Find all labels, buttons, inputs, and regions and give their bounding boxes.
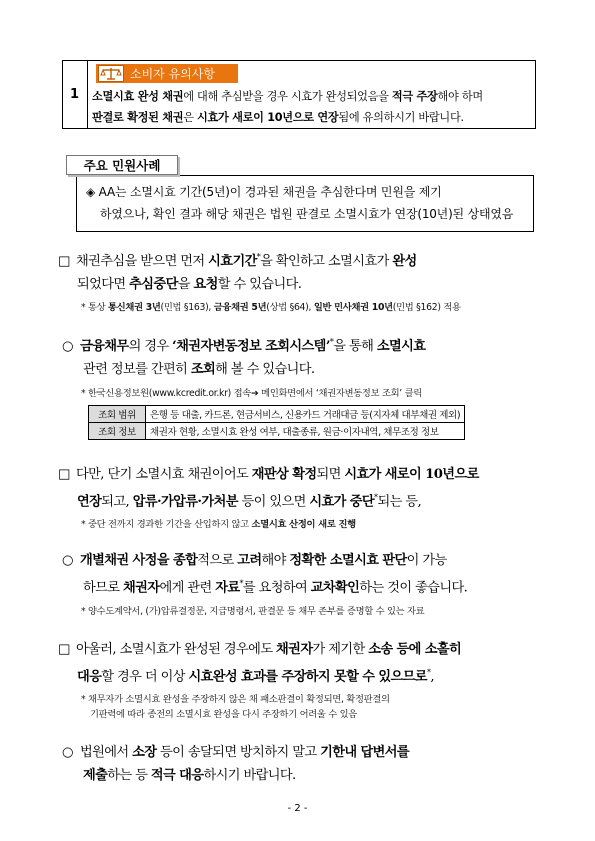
- paragraph-4-note: * 양수도계약서, (가)압류결정문, 지급명령서, 판결문 등 채무 존부를 증명할 수 있는 자료: [81, 606, 425, 617]
- text-run: 다만, 단기 소멸시효 채권이어도: [76, 467, 252, 482]
- text-run: ,: [430, 669, 434, 685]
- paragraph-5-note: [81, 692, 390, 722]
- page-number: - 2 -: [287, 803, 308, 814]
- text-run: 시효가 중단: [309, 494, 375, 510]
- text-run: 가 제기한: [312, 642, 369, 657]
- text-run: 시효가 새로이 10년으로 연장: [197, 111, 339, 124]
- table-value: 채권자 현황, 소멸시효 완성 여부, 대출종류, 원금·이자내역, 채무조정 정보: [146, 423, 465, 440]
- text-run: 추심중단: [129, 277, 178, 293]
- text-run: 에게 관련: [159, 580, 216, 596]
- text-run: *: [256, 253, 261, 262]
- notice-badge: [96, 64, 238, 83]
- text-run: 에 대해 추심받을 경우 시효가 완성되었음을: [183, 90, 392, 103]
- text-run: 개별채권 사정을 종합: [80, 553, 198, 568]
- text-run: 하므로: [83, 580, 124, 596]
- section-number: 1: [62, 60, 88, 129]
- text-run: 적극 대응: [150, 768, 204, 783]
- text-run: * 통상: [81, 302, 109, 313]
- paragraph-3-line-2: [58, 486, 538, 513]
- text-run: 됨에 유의하시기 바랍니다.: [338, 111, 464, 124]
- paragraph-2-line-2: [62, 358, 542, 381]
- text-run: (민법 §163),: [160, 302, 214, 313]
- text-run: *: [329, 338, 334, 347]
- table-key: 조회 정보: [89, 423, 146, 440]
- text-run: 시효기간: [208, 254, 257, 270]
- table-key: 조회 범위: [89, 406, 146, 423]
- square-bullet-icon: □: [58, 467, 70, 482]
- text-run: 금융채무: [80, 339, 129, 355]
- circle-bullet-icon: ○: [62, 553, 73, 568]
- case-text: [86, 181, 530, 225]
- circle-bullet-icon: ○: [62, 339, 73, 355]
- table-value: 은행 등 대출, 카드론, 현금서비스, 신용카드 거래대금 등(지자체 대부채권 제외): [146, 406, 465, 423]
- paragraph-2-note: * 한국신용정보원(www.kcredit.or.kr) 접속➔ 메인화면에서 ‘채권자변동정보 조회’ 클릭: [81, 388, 422, 399]
- text-run: ‘채권자변동정보 조회시스템’: [172, 339, 330, 355]
- text-run: 의 경우: [128, 339, 173, 355]
- text-run: 완성: [392, 254, 417, 270]
- text-run: 을: [177, 277, 194, 293]
- text-run: *: [239, 579, 243, 588]
- case-line-2: 하였으나, 확인 결과 해당 채권은 법원 판결로 소멸시효가 연장(10년)된 상태였음: [100, 207, 514, 221]
- paragraph-6-line-2: [62, 764, 542, 787]
- text-run: 교차확인: [310, 580, 360, 596]
- text-run: 자료: [215, 580, 240, 596]
- table-row: [89, 423, 465, 440]
- text-run: 소멸시효: [376, 339, 426, 355]
- text-run: 을 확인하고 소멸시효가: [260, 254, 393, 270]
- text-run: 채권자: [276, 642, 313, 657]
- text-run: 소장: [132, 745, 157, 760]
- scale-icon: [98, 65, 124, 82]
- diamond-bullet-icon: ◈: [86, 185, 96, 199]
- text-run: 기한내 답변서를: [320, 745, 410, 760]
- paragraph-2-line-1: [62, 331, 542, 358]
- paragraph-4-line-1: [62, 549, 542, 572]
- text-run: 재판상 확정: [251, 467, 317, 482]
- case-tab: 주요 민원사례: [66, 155, 178, 175]
- paragraph-5: [58, 638, 538, 688]
- text-run: 적으로: [197, 553, 238, 568]
- paragraph-5-line-1: [58, 638, 538, 661]
- text-run: 연장: [77, 494, 102, 510]
- text-run: 관련 정보를 간편히: [83, 362, 191, 378]
- notice-line-1: [92, 86, 532, 107]
- text-run: 시효완성 효과를 주장하지 못할 수 있으므로: [188, 669, 427, 685]
- paragraph-5-note-line-1: * 채무자가 소멸시효 완성을 주장하지 않은 채 패소판결이 확정되면, 확정판결의: [81, 694, 390, 705]
- text-run: 아울러, 소멸시효가 완성된 경우에도: [76, 642, 277, 657]
- text-run: 법원에서: [80, 745, 133, 760]
- paragraph-3: [58, 463, 538, 513]
- text-run: *: [426, 668, 431, 677]
- paragraph-5-note-line-2: 기판력에 따라 종전의 소멸시효 완성을 다시 주장하기 어려울 수 있음: [90, 709, 357, 720]
- text-run: 을 통해: [333, 339, 377, 355]
- table-row: [89, 406, 465, 423]
- case-line-1: ◈ AA는 소멸시효 기간(5년)이 경과된 채권을 추심한다며 민원을 제기: [86, 185, 442, 199]
- text-run: 이 가능: [406, 553, 447, 568]
- square-bullet-icon: □: [58, 254, 70, 270]
- paragraph-6-line-1: [62, 741, 542, 764]
- text-run: 소멸시효 완성 채권: [92, 90, 184, 103]
- paragraph-2: [62, 331, 542, 381]
- circle-bullet-icon: ○: [62, 745, 73, 760]
- text-run: 채권추심을 받으면 먼저: [76, 254, 209, 270]
- text-run: (상법 §64),: [266, 302, 314, 313]
- text-run: * 중단 전까지 경과한 기간을 산입하지 않고: [81, 519, 252, 530]
- paragraph-1-line-1: [58, 246, 538, 273]
- text-run: 할 경우 더 이상: [101, 669, 189, 685]
- text-run: 일반 민사채권 10년: [313, 302, 393, 313]
- text-run: 시효가 새로이 10년으로: [344, 467, 479, 482]
- paragraph-4-line-2: [62, 572, 542, 599]
- text-run: 를 요청하여: [242, 580, 311, 596]
- text-run: 할 수 있습니다.: [217, 277, 302, 293]
- paragraph-3-line-1: [58, 463, 538, 486]
- paragraph-4: [62, 549, 542, 599]
- text-run: *: [374, 493, 378, 502]
- text-run: 하시기 바랍니다.: [203, 768, 296, 783]
- text-run: 하는 것이 좋습니다.: [359, 580, 468, 596]
- text-run: 등이 있으면: [237, 494, 310, 510]
- text-run: 해야: [261, 553, 290, 568]
- paragraph-1-line-2: [58, 273, 538, 296]
- text-run: 소멸시효 산정이 새로 진행: [251, 519, 356, 530]
- text-run: 등이 송달되면 방치하지 말고: [156, 745, 321, 760]
- text-run: 해야 하며: [437, 90, 483, 103]
- text-run: (민법 §162) 적용: [392, 302, 461, 313]
- text-run: 해 볼 수 있습니다.: [215, 362, 315, 378]
- text-run: 되는 등,: [377, 494, 422, 510]
- text-run: 적극 주장: [391, 90, 438, 103]
- text-run: 정확한 소멸시효 판단: [289, 553, 407, 568]
- text-run: 되었다면: [77, 277, 130, 293]
- lookup-table: [88, 405, 465, 440]
- paragraph-3-note: [81, 516, 356, 530]
- text-run: 대응: [77, 669, 102, 685]
- text-run: 은: [183, 111, 198, 124]
- text-run: 금융채권 5년: [213, 302, 267, 313]
- square-bullet-icon: □: [58, 642, 70, 657]
- text-run: 소송 등에 소홀히: [368, 642, 462, 657]
- paragraph-1: [58, 246, 538, 296]
- text-run: 되고,: [101, 494, 133, 510]
- text-run: 하는 등: [107, 768, 151, 783]
- notice-text: [92, 86, 532, 128]
- notice-line-2: [92, 107, 532, 128]
- paragraph-1-note: [81, 299, 461, 313]
- text-run: 채권자: [123, 580, 160, 596]
- text-run: 압류·가압류·가처분: [132, 494, 238, 510]
- text-run: 판결로 확정된 채권: [92, 111, 184, 124]
- text-run: 요청: [193, 277, 218, 293]
- paragraph-5-line-2: [58, 661, 538, 688]
- text-run: 고려: [237, 553, 262, 568]
- paragraph-6: [62, 741, 542, 787]
- text-run: 제출: [83, 768, 108, 783]
- text-run: 통신채권 3년: [108, 302, 161, 313]
- notice-badge-label: 소비자 유의사항: [130, 67, 215, 81]
- text-run: 되면: [316, 467, 345, 482]
- text-run: 조회: [190, 362, 216, 378]
